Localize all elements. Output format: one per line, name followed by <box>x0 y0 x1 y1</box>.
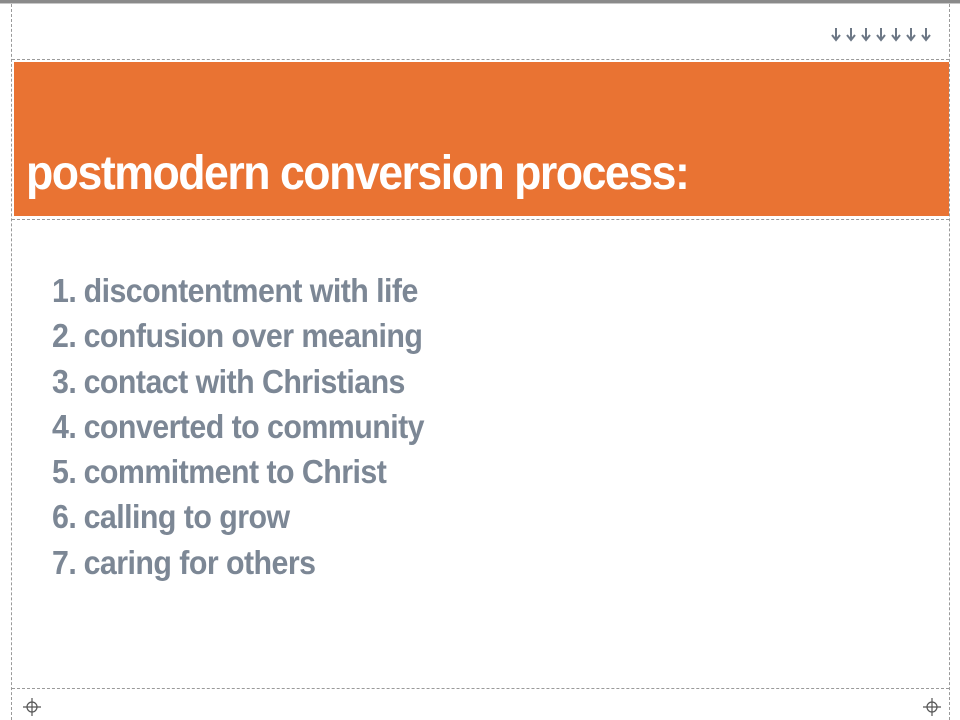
body-bottom-guide <box>12 688 949 689</box>
down-arrow-icon[interactable] <box>859 24 873 44</box>
list-item <box>52 540 424 585</box>
steps-list[interactable] <box>52 268 456 585</box>
list-item <box>52 404 424 449</box>
step-text: caring for others <box>83 543 316 581</box>
step-number: 1. <box>52 272 77 309</box>
list-item <box>52 313 424 358</box>
step-number: 2. <box>52 317 77 355</box>
build-arrows[interactable] <box>829 24 933 44</box>
step-text: calling to grow <box>83 498 290 536</box>
step-number: 6. <box>52 498 77 536</box>
down-arrow-icon[interactable] <box>829 24 843 44</box>
step-number: 4. <box>52 407 77 445</box>
step-number: 5. <box>52 453 77 491</box>
list-item <box>52 494 424 539</box>
window-top-border-shadow <box>0 3 960 4</box>
crosshair-icon[interactable] <box>22 697 42 717</box>
left-guide <box>11 4 12 720</box>
step-text: discontentment with life <box>83 272 418 309</box>
list-item <box>52 449 424 494</box>
step-text: confusion over meaning <box>83 317 423 355</box>
step-text: contact with Christians <box>83 362 405 400</box>
step-text: commitment to Christ <box>83 453 387 491</box>
crosshair-icon[interactable] <box>922 697 942 717</box>
list-item <box>52 359 424 404</box>
down-arrow-icon[interactable] <box>844 24 858 44</box>
step-number: 3. <box>52 362 77 400</box>
title-top-guide <box>12 59 949 60</box>
right-guide <box>949 4 950 720</box>
step-number: 7. <box>52 543 77 581</box>
down-arrow-icon[interactable] <box>904 24 918 44</box>
title-bottom-guide <box>12 219 949 220</box>
step-text: converted to community <box>83 407 425 445</box>
slide-title[interactable]: postmodern conversion process: <box>26 147 689 200</box>
down-arrow-icon[interactable] <box>919 24 933 44</box>
list-item <box>52 268 424 313</box>
down-arrow-icon[interactable] <box>889 24 903 44</box>
down-arrow-icon[interactable] <box>874 24 888 44</box>
